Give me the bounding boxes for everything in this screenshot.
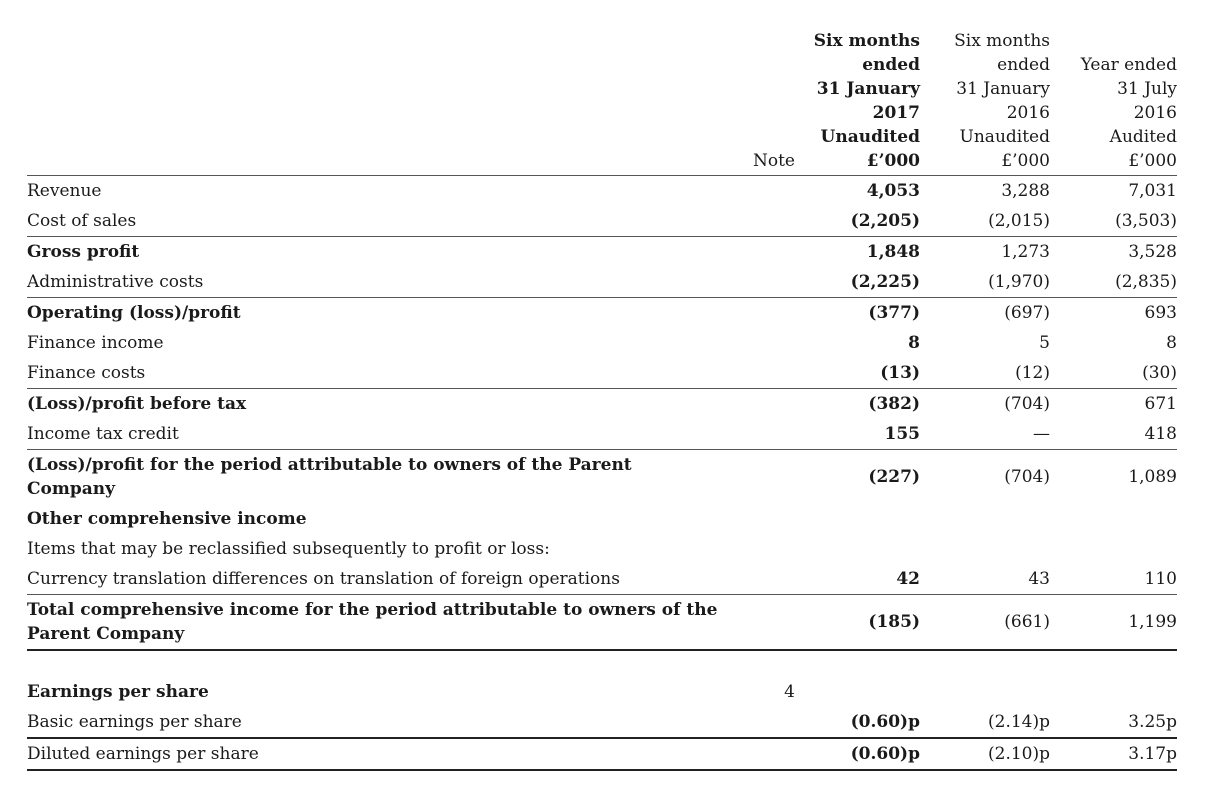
value-jan-2016: — [1033, 424, 1050, 444]
value-2017: 155 [884, 424, 920, 444]
value-jan-2016: (704) [1004, 394, 1050, 414]
value-jul-2016: 671 [1144, 394, 1177, 414]
value-2017: 4,053 [866, 181, 920, 201]
row-label: Other comprehensive income [27, 509, 307, 529]
row-gross-profit [27, 236, 1177, 267]
row-label: Diluted earnings per share [27, 744, 259, 764]
value-jul-2016: (2,835) [1115, 272, 1177, 292]
row-label: (Loss)/profit for the period attributable to owners of the Parent Company [27, 455, 632, 499]
value-jul-2016: 3.25p [1128, 712, 1177, 732]
row-revenue [27, 175, 1177, 206]
row-profit-for-period [27, 449, 1177, 504]
row-label: Basic earnings per share [27, 712, 242, 732]
value-jan-2016: (2,015) [988, 211, 1050, 231]
value-jul-2016: 7,031 [1128, 181, 1177, 201]
row-cost-of-sales [27, 206, 1177, 236]
value-2017: 8 [908, 333, 920, 353]
row-other-comprehensive-income [27, 504, 1177, 534]
row-basic-eps [27, 707, 1177, 737]
value-2017: 1,848 [866, 242, 920, 262]
row-label: Operating (loss)/profit [27, 303, 241, 323]
row-label: Income tax credit [27, 424, 179, 444]
value-jan-2016: (704) [1004, 467, 1050, 487]
income-statement [27, 29, 1177, 771]
note-ref: 4 [784, 682, 795, 702]
value-jan-2016: (697) [1004, 303, 1050, 323]
value-jan-2016: (1,970) [988, 272, 1050, 292]
value-2017: (227) [868, 467, 920, 487]
row-earnings-per-share [27, 677, 1177, 707]
row-label: Finance income [27, 333, 164, 353]
row-label: Cost of sales [27, 211, 137, 231]
row-finance-costs [27, 358, 1177, 388]
value-jul-2016: 693 [1144, 303, 1177, 323]
value-2017: (2,205) [850, 211, 920, 231]
spacer [27, 651, 1177, 677]
value-2017: 42 [896, 569, 920, 589]
row-label: Total comprehensive income for the period attributable to owners of the Parent Company [27, 600, 718, 644]
row-income-tax-credit [27, 419, 1177, 449]
row-diluted-eps [27, 737, 1177, 769]
value-jan-2016: 5 [1039, 333, 1050, 353]
value-jan-2016: (661) [1004, 612, 1050, 632]
value-jan-2016: 1,273 [1001, 242, 1050, 262]
col1-header: Six months ended 31 January 2017 Unaudited £’000 [813, 31, 920, 171]
col3-header: Year ended 31 July 2016 Audited £’000 [1080, 55, 1177, 171]
col2-header: Six months ended 31 January 2016 Unaudited £’000 [954, 31, 1050, 171]
row-label: Finance costs [27, 363, 146, 383]
row-label: (Loss)/profit before tax [27, 394, 247, 414]
row-items-reclassified [27, 534, 1177, 564]
value-jul-2016: 3.17p [1128, 744, 1177, 764]
row-label: Revenue [27, 181, 102, 201]
value-jan-2016: (2.14)p [988, 712, 1050, 732]
value-jul-2016: 110 [1144, 569, 1177, 589]
value-2017: (0.60)p [850, 712, 920, 732]
value-jul-2016: (3,503) [1115, 211, 1177, 231]
row-operating-profit [27, 297, 1177, 328]
column-headers [27, 29, 1177, 175]
row-label: Currency translation differences on translation of foreign operations [27, 569, 620, 589]
row-label: Gross profit [27, 242, 140, 262]
row-administrative-costs [27, 267, 1177, 297]
row-label: Items that may be reclassified subsequently to profit or loss: [27, 539, 550, 559]
row-profit-before-tax [27, 388, 1177, 419]
bottom-rule [27, 769, 1177, 771]
value-jan-2016: 43 [1028, 569, 1050, 589]
value-2017: (185) [868, 612, 920, 632]
value-jul-2016: 418 [1144, 424, 1177, 444]
row-label: Earnings per share [27, 682, 209, 702]
value-jul-2016: 8 [1166, 333, 1177, 353]
value-jul-2016: (30) [1142, 363, 1177, 383]
value-2017: (377) [868, 303, 920, 323]
note-header: Note [752, 151, 795, 171]
value-2017: (0.60)p [850, 744, 920, 764]
row-label: Administrative costs [27, 272, 204, 292]
row-finance-income [27, 328, 1177, 358]
value-jan-2016: (2.10)p [988, 744, 1050, 764]
value-jul-2016: 3,528 [1128, 242, 1177, 262]
row-total-comprehensive-income [27, 594, 1177, 649]
value-jul-2016: 1,199 [1128, 612, 1177, 632]
value-2017: (382) [868, 394, 920, 414]
value-jul-2016: 1,089 [1128, 467, 1177, 487]
row-currency-translation [27, 564, 1177, 594]
value-jan-2016: (12) [1015, 363, 1050, 383]
value-jan-2016: 3,288 [1001, 181, 1050, 201]
value-2017: (13) [880, 363, 920, 383]
value-2017: (2,225) [850, 272, 920, 292]
